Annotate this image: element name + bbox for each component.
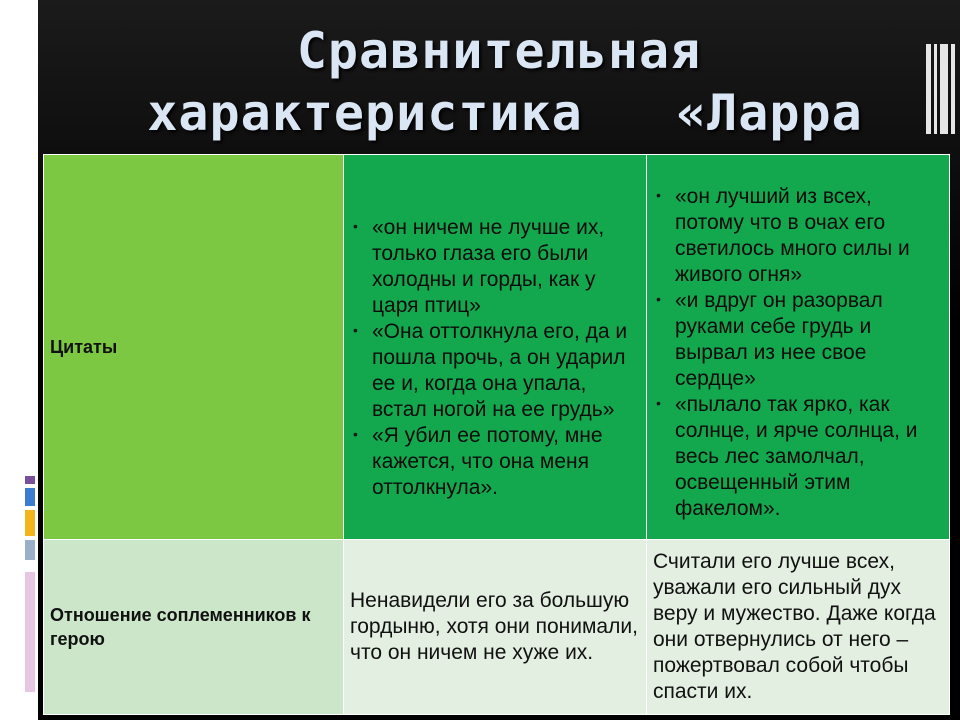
attitude-larra	[344, 540, 647, 715]
cell-text: Считали его лучше всех, уважали его сильный дух веру и мужество. Даже когда они отвернулись от него – пожертвовал собой чтобы спасти их.	[653, 550, 936, 703]
title-line-1: Сравнительная	[296, 22, 702, 80]
title-line-2: характеристика «Ларра	[147, 84, 863, 142]
quotes-larra	[344, 155, 647, 540]
table-row-quotes	[44, 155, 950, 540]
row-header-quotes	[44, 155, 344, 540]
decorative-stripes-right	[924, 44, 960, 134]
quotes-danko	[647, 155, 950, 540]
attitude-danko	[647, 540, 950, 715]
row-label: Цитаты	[50, 337, 118, 357]
row-header-attitude	[44, 540, 344, 715]
bullet-icon: •	[656, 187, 661, 203]
bullet-icon: •	[353, 322, 358, 338]
bullet-icon: •	[353, 426, 358, 442]
comparison-table	[43, 154, 950, 715]
decorative-stripes-left	[25, 476, 35, 706]
list-item: • «и вдруг он разорвал руками себе грудь и вырвал из нее свое сердце»	[656, 289, 883, 390]
bullet-icon: •	[656, 291, 661, 307]
list-item: • «он лучший из всех, потому что в очах его светилось много силы и живого огня»	[656, 185, 910, 286]
row-label: Отношение соплеменников к герою	[50, 605, 311, 649]
bullet-icon: •	[353, 218, 358, 234]
table-row-attitude	[44, 540, 950, 715]
bullet-icon: •	[656, 395, 661, 411]
slide-title	[38, 20, 960, 144]
list-item: • «пылало так ярко, как солнце, и ярче солнца, и весь лес замолчал, освещенный этим факелом».	[656, 393, 918, 520]
list-item: • «Она оттолкнула его, да и пошла прочь, а он ударил ее и, когда она упала, встал ногой на ее грудь»	[353, 320, 628, 421]
cell-text: Ненавидели его за большую гордыню, хотя они понимали, что он ничем не хуже их.	[350, 589, 638, 664]
list-item: • «Я убил ее потому, мне кажется, что она меня оттолкнула».	[353, 424, 603, 499]
list-item: • «он ничем не лучше их, только глаза его были холодны и горды, как у царя птиц»	[353, 216, 605, 317]
